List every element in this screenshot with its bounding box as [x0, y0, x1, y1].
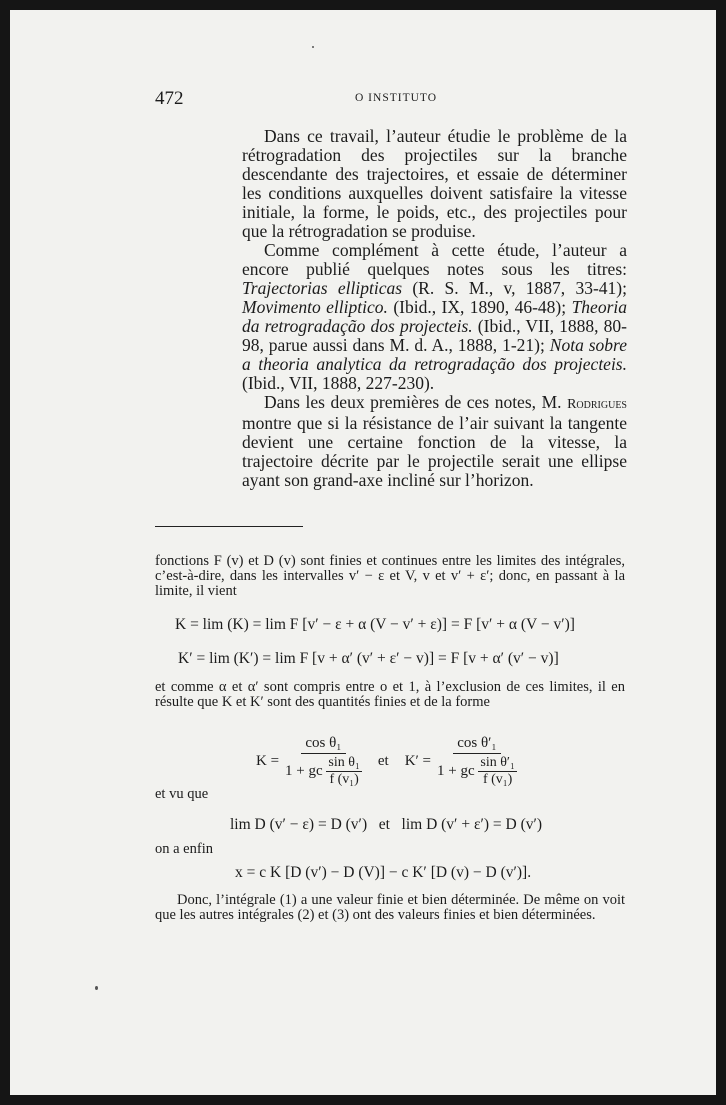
running-title: O INSTITUTO [355, 92, 438, 104]
equation-x: x = c K [D (v′) − D (V)] − c K′ [D (v) − D (v′)]. [235, 864, 532, 881]
footnote-paragraph-3: Donc, l’intégrale (1) a une valeur finie et bien déterminée. De même on voit que les autres intégrales (2) et (3) ont des valeurs finies et bien déterminées. [155, 892, 625, 923]
book-page [10, 10, 716, 1095]
title-nota: Nota sobre a theoria analytica da retrogradação dos projecteis. [242, 335, 627, 374]
footnote-rule [155, 526, 303, 527]
page-number: 472 [155, 88, 184, 109]
title-theoria: Theoria da retrogradação dos projecteis. [242, 297, 627, 336]
paragraph-2: Comme complément à cette étude, l’auteur a encore publié quelques notes sous les titres: Trajectorias ellipticas (R. S. M., v, 1887, 33-41); Movimento elliptico. (Ibid., IX, 1890, 46-48); Theoria da retrogradação dos projecteis. (Ibid., VII, 1888, 80-98, parue aussi dans M. d. A., 1888, 1-21); Nota sobre a theoria analytica da retrogradação dos projecteis. (Ibid., VII, 1888, 227-230). [242, 240, 627, 393]
main-text [242, 127, 627, 490]
footnote-paragraph-1: fonctions F (v) et D (v) sont finies et continues entre les limites des intégrales, c’est-à-dire, dans les intervalles v′ − ε et V, v et v′ + ε′; donc, en passant à la limite, il vient [155, 553, 625, 599]
paragraph-1: Dans ce travail, l’auteur étudie le problème de la rétrogradation des projectiles sur la branche descendante des trajectoires, et essaie de déterminer les conditions auxquelles doivent satisfaire la vitesse initiale, la forme, le poids, etc., des projectiles pour que la rétrogradation se produise. [242, 126, 627, 241]
author-name: Rodrigues [567, 397, 627, 412]
equation-k: K = lim (K) = lim F [v′ − ε + α (V − v′ + ε)] = F [v′ + α (V − v′)] [175, 616, 575, 633]
footnote-paragraph-2: et comme α et α′ sont compris entre o et 1, à l’exclusion de ces limites, il en résulte que K et K′ sont des quantités finies et de la forme [155, 679, 625, 710]
label-et-vu-que: et vu que [155, 786, 209, 802]
title-trajectorias: Trajectorias ellipticas [242, 278, 403, 298]
paragraph-3: Dans les deux premières de ces notes, M. Rodrigues montre que si la résistance de l’air suivant la tangente devient une certaine fonction de la vitesse, la trajectoire décrite par le projectile serait une ellipse ayant son grand-axe incliné sur l’horizon. [242, 392, 627, 490]
fraction-k: cos θ₁ 1 + gc $\frac{\text{sin θ₁}}{\text{f (v₁)}}$ [285, 735, 360, 787]
fraction-k-prime: cos θ′₁ 1 + gc $\frac{\text{sin θ′₁}}{\text{f (v₁)}}$ [437, 735, 515, 787]
print-speck [312, 46, 314, 48]
title-movimento: Movimento elliptico. [242, 297, 388, 317]
print-speck [95, 986, 98, 990]
equation-k-fractions: K = cos θ₁ 1 + gc $\frac{\text{sin θ₁}}{\text{f (v₁)}}$ et K′ = cos θ′₁ 1 + gc $\frac{\text{sin θ′₁}}{\text{f (v₁)}}$ [256, 735, 515, 787]
equation-limits: lim D (v′ − ε) = D (v′) et lim D (v′ + ε′) = D (v′) [230, 816, 543, 833]
label-on-a-enfin: on a enfin [155, 841, 213, 857]
equation-k-prime: K′ = lim (K′) = lim F [v + α′ (v′ + ε′ − v)] = F [v + α′ (v′ − v)] [178, 650, 559, 667]
